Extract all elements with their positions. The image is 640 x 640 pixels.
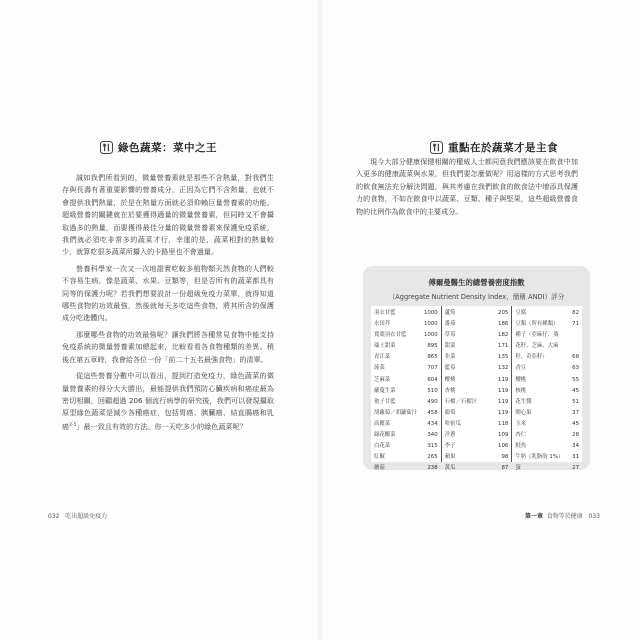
andi-score: 135 bbox=[498, 354, 509, 361]
andi-score: 98 bbox=[501, 454, 509, 461]
table-row bbox=[515, 375, 579, 386]
andi-score: 132 bbox=[498, 365, 509, 372]
food-name: 草莓 bbox=[444, 332, 456, 339]
andi-score: 27 bbox=[572, 465, 580, 472]
table-column bbox=[512, 306, 582, 472]
andi-score: 119 bbox=[498, 376, 509, 383]
andi-score: 265 bbox=[427, 454, 438, 461]
andi-score: 51 bbox=[572, 398, 580, 405]
andi-score: 510 bbox=[427, 387, 438, 394]
table-row bbox=[445, 375, 509, 386]
table-row bbox=[374, 397, 438, 408]
food-name: 瑞士甜菜 bbox=[374, 343, 396, 350]
table-row bbox=[445, 419, 509, 430]
table-row bbox=[445, 330, 509, 341]
food-name: 蘆筍 bbox=[444, 310, 456, 316]
book-title: 吃出超級免疫力 bbox=[65, 513, 108, 520]
andi-score: 171 bbox=[498, 343, 509, 350]
andi-score: 604 bbox=[427, 376, 438, 383]
page-number: 032 bbox=[48, 513, 60, 520]
food-name: 胡蘿蔔／胡蘿蔔汁 bbox=[374, 409, 418, 416]
table-row bbox=[515, 430, 579, 441]
andi-score: 45 bbox=[572, 387, 580, 394]
table-row bbox=[515, 330, 579, 341]
table-row bbox=[515, 352, 579, 363]
left-heading-text: 綠色蔬菜：菜中之王 bbox=[118, 142, 217, 154]
table-row bbox=[515, 463, 579, 474]
right-heading-text: 重點在於蔬菜才是主食 bbox=[448, 142, 558, 154]
andi-score: 31 bbox=[572, 454, 580, 461]
food-name: 鮭魚 bbox=[515, 443, 527, 450]
table-row bbox=[515, 363, 579, 374]
food-name: 蛋 bbox=[515, 465, 521, 472]
andi-score: 119 bbox=[498, 398, 509, 405]
table-row bbox=[445, 430, 509, 441]
food-name: 籽、奇亞籽） bbox=[515, 354, 548, 361]
table-row bbox=[515, 319, 579, 330]
table-row bbox=[445, 363, 509, 374]
table-row bbox=[445, 341, 509, 352]
table-row bbox=[445, 463, 509, 474]
table-row bbox=[445, 397, 509, 408]
andi-score: 37 bbox=[572, 409, 580, 416]
table-row bbox=[515, 308, 579, 319]
food-name: 種子（亞麻仔、葵 bbox=[515, 332, 559, 339]
food-name: 花生醬 bbox=[515, 398, 532, 405]
table-row bbox=[445, 386, 509, 397]
food-name: 杏仁 bbox=[515, 432, 527, 439]
andi-score: 63 bbox=[572, 365, 580, 372]
andi-score: 1000 bbox=[423, 332, 438, 339]
andi-score: 895 bbox=[427, 343, 438, 350]
right-body-text bbox=[356, 156, 578, 222]
andi-score: 119 bbox=[498, 409, 509, 416]
food-name: 綠花椰菜 bbox=[374, 432, 396, 439]
table-row bbox=[445, 452, 509, 463]
food-name: 甜菜 bbox=[444, 343, 456, 350]
food-name: 藍莓 bbox=[444, 365, 456, 372]
food-name: 韭菜 bbox=[444, 354, 456, 361]
food-name: 玉米 bbox=[515, 420, 527, 427]
andi-score: 109 bbox=[498, 432, 509, 439]
table-row bbox=[374, 352, 438, 363]
table-row bbox=[515, 397, 579, 408]
food-name: 蘑菇 bbox=[374, 465, 385, 472]
food-name: 香豆 bbox=[515, 365, 527, 372]
left-section-heading bbox=[100, 140, 217, 155]
andi-score: 106 bbox=[498, 443, 509, 450]
table-row bbox=[374, 319, 438, 330]
food-name: 開心果 bbox=[515, 409, 532, 416]
andi-score: 434 bbox=[427, 420, 438, 427]
table-row bbox=[515, 386, 579, 397]
food-name: 櫻桃 bbox=[444, 376, 456, 383]
paragraph-text: 」最一致且有效的方法。你一天吃多少的綠色蔬菜呢？ bbox=[76, 421, 247, 431]
left-body-text bbox=[62, 172, 274, 437]
table-row bbox=[374, 441, 438, 452]
andi-score-table bbox=[363, 266, 590, 470]
food-name: 黃瓜 bbox=[444, 465, 456, 472]
food-name: 菠菜 bbox=[374, 365, 385, 372]
table-row bbox=[515, 341, 579, 352]
table-row bbox=[374, 375, 438, 386]
table-row bbox=[374, 430, 438, 441]
andi-score: 182 bbox=[498, 332, 509, 339]
food-name: 紅椒 bbox=[374, 454, 385, 461]
chapter-label: 第一章 bbox=[524, 513, 543, 520]
food-name: 白花菜 bbox=[374, 443, 391, 450]
table-column bbox=[371, 306, 442, 472]
table-row bbox=[374, 386, 438, 397]
andi-score: 68 bbox=[572, 354, 580, 361]
fork-knife-icon bbox=[100, 141, 113, 154]
andi-score: 707 bbox=[427, 365, 438, 372]
page-number: 033 bbox=[588, 513, 600, 520]
food-name: 牛奶（乳脂肪 1%） bbox=[515, 454, 564, 461]
andi-score: 28 bbox=[572, 432, 580, 439]
left-footer bbox=[48, 511, 107, 520]
food-name: 葡萄 bbox=[444, 409, 456, 416]
table-row bbox=[445, 308, 509, 319]
table-row bbox=[445, 408, 509, 419]
paragraph: 那麼哪些食物的功效最強呢？讓我們將各種常見食物中能支持免疫系統的微量營養素加總起來，比較看看各食物種類的差異。稍後在第五章時，我會給各位一份「前二十五名最強食物」的清單。 bbox=[62, 329, 274, 364]
andi-score: 34 bbox=[572, 443, 580, 450]
food-name: 哈密瓜 bbox=[444, 420, 461, 427]
citation-superscript: 2-5 bbox=[69, 422, 77, 428]
andi-score: 1000 bbox=[423, 310, 438, 316]
table-row bbox=[515, 452, 579, 463]
andi-score: 458 bbox=[427, 409, 438, 416]
andi-score: 119 bbox=[498, 387, 509, 394]
table-row bbox=[374, 308, 438, 319]
table-row bbox=[374, 452, 438, 463]
table-row bbox=[374, 408, 438, 419]
food-name: 高麗菜 bbox=[374, 420, 391, 427]
food-name: 芝麻菜 bbox=[374, 376, 391, 383]
andi-score: 118 bbox=[498, 420, 509, 427]
andi-score: 1000 bbox=[423, 321, 438, 328]
table-title: 傅爾曼醫生的總營養密度指數 bbox=[428, 278, 525, 287]
andi-score: 490 bbox=[427, 398, 438, 405]
andi-score: 186 bbox=[498, 321, 509, 328]
food-name: 李子 bbox=[444, 443, 456, 450]
andi-score: 340 bbox=[427, 432, 438, 439]
table-row bbox=[515, 441, 579, 452]
right-section-heading bbox=[430, 140, 558, 155]
table-row bbox=[445, 352, 509, 363]
andi-score: 55 bbox=[572, 376, 580, 383]
andi-score: 238 bbox=[427, 465, 438, 472]
andi-score: 82 bbox=[572, 310, 580, 316]
fork-knife-icon bbox=[430, 141, 443, 154]
paragraph-text: 從這些營養分數中可以看出，提到打造免疫力，綠色蔬菜的微量營養素的得分大大勝出，最能提供我們預防心臟疾病和癌症最為密切相關，回顧超過 206 個流行病學的研究後，我們可以發現攝取原型綠色蔬菜是減少各種癌症，包括胃癌、胰臟癌、結直腸癌和乳癌 bbox=[62, 371, 274, 431]
table-row bbox=[374, 363, 438, 374]
food-name: 石榴／石榴汁 bbox=[444, 398, 478, 405]
food-name: 羽衣甘藍 bbox=[374, 310, 396, 316]
table-row bbox=[374, 419, 438, 430]
food-name: 洋蔥 bbox=[444, 432, 456, 439]
food-name: 孢子甘藍 bbox=[374, 398, 396, 405]
food-name: 豆類（所有種類） bbox=[515, 321, 559, 328]
andi-score: 205 bbox=[498, 310, 509, 316]
andi-score: 865 bbox=[427, 354, 438, 361]
andi-score: 315 bbox=[427, 443, 438, 450]
table-row bbox=[374, 330, 438, 341]
table-row bbox=[515, 419, 579, 430]
food-name: 核桃 bbox=[515, 387, 527, 394]
table-row bbox=[374, 463, 438, 474]
table-row bbox=[445, 441, 509, 452]
andi-score: 45 bbox=[572, 420, 580, 427]
table-column bbox=[442, 306, 513, 472]
right-footer bbox=[525, 511, 600, 520]
food-name: 蘋果 bbox=[444, 454, 456, 461]
table-grid bbox=[371, 306, 582, 472]
table-row bbox=[515, 408, 579, 419]
paragraph bbox=[62, 370, 274, 433]
paragraph: 現今大部分健康保健相關的權威人士都同意我們應該要在飲食中加入更多的健康蔬菜與水果，但我們要怎麼做呢？用這樣的方式思考我們的飲食無法充分解決問題，與其考慮在我們飲食的飲食法中增添具保護力的食物，不如在飲食中以蔬菜、豆類、種子與堅果，這些超級營養食物的比例作為飲食中的主要成分。 bbox=[356, 157, 578, 216]
food-name: 寬葉羽衣甘藍 bbox=[374, 332, 407, 339]
food-name: 花籽、芝麻、大麻 bbox=[515, 343, 559, 350]
table-row bbox=[374, 341, 438, 352]
chapter-title: 食物等於健康 bbox=[546, 513, 583, 520]
food-name: 水田芥 bbox=[374, 321, 391, 328]
paragraph: 誠如我們所看到的，微量營養素就是那些不含熱量，對我們生存與長壽有著重要影響的營養成分，正因為它們不含熱量，也就不會提供我們熱量，於是在熱量方面就必須仰賴巨量營養素的功能。超級營養的關鍵就在於要獲得適量的微量營養素，但同時又不會攝取過多的熱量，而要獲得最佳分量的微量營養素來保護免疫系統，我們就必須吃非常多的蔬菜才行，幸運的是，蔬菜相對的熱量較少，就算吃很多蔬菜所攝入的卡路里也不會過量。 bbox=[62, 173, 274, 257]
food-name: 櫻桃 bbox=[515, 376, 527, 383]
andi-score: 87 bbox=[501, 465, 509, 472]
table-subtitle: （Aggregate Nutrient Density Index，簡稱 ANDI）評分 bbox=[388, 293, 565, 301]
andi-score: 71 bbox=[572, 321, 580, 328]
food-name: 豆腐 bbox=[515, 310, 527, 316]
food-name: 青江菜 bbox=[374, 354, 391, 361]
table-row bbox=[445, 319, 509, 330]
food-name: 蘿蔓生菜 bbox=[374, 387, 396, 394]
paragraph: 營養科學家一次又一次地證實吃較多植物類天然食物的人們較不容易生病，像是蔬菜、水果、豆類等，但是否所有的蔬菜都具有同等的保護力呢？若我們想要設計一份超級免疫力菜單，就得知道哪些食物的功效最強，然後就每天多吃這些食物，將其所含的保護成分吃進體內。 bbox=[62, 263, 274, 323]
food-name: 番茄 bbox=[444, 321, 456, 328]
food-name: 杏桃 bbox=[444, 387, 456, 394]
